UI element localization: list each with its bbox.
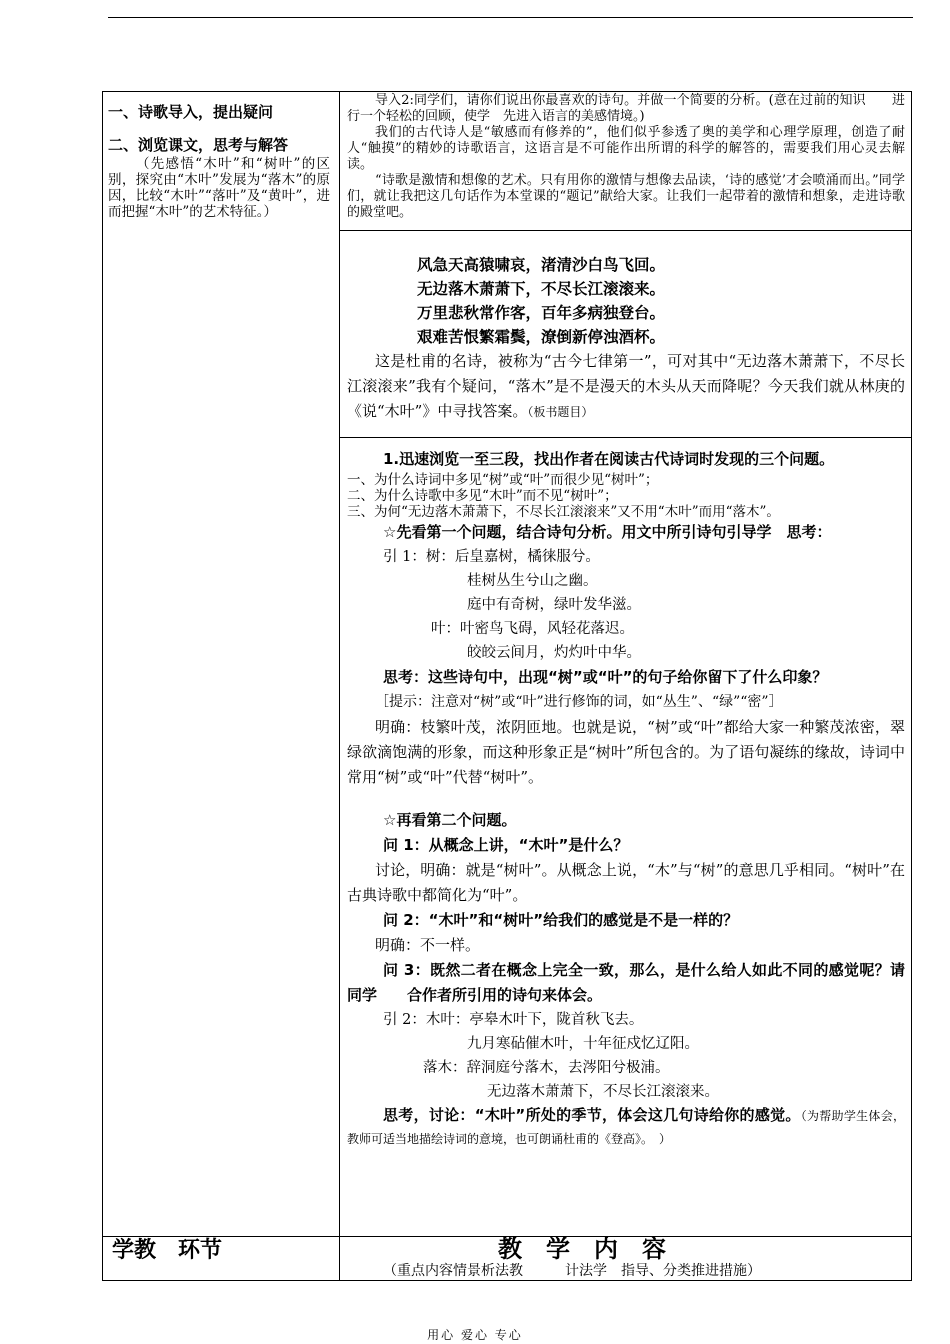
second-think: 思考，讨论：“木叶”所处的季节，体会这几句诗给你的感觉。（为帮助学生体会，教师可适当地描绘诗词的意境，也可朗诵杜甫的《登高》。 ）	[347, 1106, 905, 1146]
top-rule	[108, 17, 913, 18]
question-3: 问 3：既然二者在概念上完全一致，那么，是什么给人如此不同的感觉呢？请同学 合作者所引用的诗句来体会。	[347, 961, 905, 1004]
section-heading-2: 二、浏览课文，思考与解答	[108, 136, 289, 154]
left-column	[108, 104, 330, 220]
task-1-question-1: 一、为什么诗词中多见“树”或“叶”而很少见“树叶”；	[347, 472, 659, 488]
poem-line-4: 艰难苦恨繁霜鬓，潦倒新停浊酒杯。	[417, 328, 666, 346]
citation-line: 庭中有奇树，绿叶发华滋。	[467, 597, 641, 613]
citation-line: 落木：辞洞庭兮落木，去涔阳兮极浦。	[423, 1060, 670, 1076]
intro-paragraph-2: 我们的古代诗人是“敏感而有修养的”，他们似乎参透了奥的美学和心理学原理，创造了耐人“触摸”的精妙的诗歌语言，这语言是不可能作出所谓的科学的解答的，需要我们用心灵去解读。	[347, 125, 905, 172]
section-note: （先感悟“木叶”和“树叶”的区别，探究由“木叶”发展为“落木”的原因，比较“木叶”“落叶”及“黄叶”，进而把握“木叶”的艺术特征。）	[108, 156, 330, 220]
citation-line: 引 1：树：后皇嘉树，橘徕服兮。	[383, 549, 600, 565]
footer-content-title: 教学内容	[498, 1235, 690, 1263]
section-heading-1: 一、诗歌导入，提出疑问	[108, 103, 274, 121]
task-1-title: 1.迅速浏览一至三段，找出作者在阅读古代诗词时发现的三个问题。	[383, 450, 835, 468]
intro-paragraph-1: 导入2:同学们，请你们说出你最喜欢的诗句。并做一个简要的分析。(意在过前的知识 进行一个轻松的回顾，使学 先进入语言的美感情境。)	[347, 93, 905, 124]
first-question-title: ☆先看第一个问题，结合诗句分析。用文中所引诗句引导学 思考：	[383, 523, 832, 541]
citation-line: 皎皎云间月，灼灼叶中华。	[467, 645, 641, 661]
citation-line: 桂树丛生兮山之幽。	[467, 573, 598, 589]
first-answer: 明确：枝繁叶茂，浓阴匝地。也就是说，“树”或“叶”都给大家一种繁茂浓密，翠绿欲滴饱满的形象，而这种形象正是“树叶”所包含的。为了语句凝练的缘故，诗词中常用“树”或“叶”代替“树叶”。	[347, 718, 905, 786]
poem-line-1: 风急天高猿啸哀，渚清沙白鸟飞回。	[417, 256, 666, 274]
answer-2: 明确：不一样。	[375, 936, 481, 954]
footer-stage-label: 学教 环节	[112, 1238, 223, 1263]
first-think: 思考：这些诗句中，出现“树”或“叶”的句子给你留下了什么印象？	[383, 668, 828, 686]
page-footer: 用心 爱心 专心	[427, 1328, 523, 1342]
first-hint: ［提示：注意对“树”或“叶”进行修饰的词，如“丛生”、“绿”“密”］	[375, 694, 783, 710]
citation-line: 九月寒砧催木叶，十年征戍忆辽阳。	[467, 1036, 699, 1052]
question-2: 问 2：“木叶”和“树叶”给我们的感觉是不是一样的？	[383, 911, 739, 929]
citation-line: 引 2：木叶：亭皋木叶下，陇首秋飞去。	[383, 1012, 644, 1028]
task-1-question-2: 二、为什么诗歌中多见“木叶”而不见“树叶”；	[347, 488, 618, 504]
citation-line: 无边落木萧萧下，不尽长江滚滚来。	[487, 1084, 719, 1100]
poem-intro: 这是杜甫的名诗，被称为“古今七律第一”，可对其中“无边落木萧萧下，不尽长江滚滚来”我有个疑问，“落木”是不是漫天的木头从天而降呢？今天我们就从林庚的《说“木叶”》中寻找答案。（板书题目）	[347, 352, 905, 420]
task-1-question-3: 三、为何“无边落木萧萧下，不尽长江滚滚来”又不用“木叶”而用“落木”。	[347, 504, 780, 520]
question-1: 问 1：从概念上讲，“木叶”是什么？	[383, 836, 629, 854]
intro-paragraph-3: “诗歌是激情和想像的艺术。只有用你的激情与想像去品读，‘诗的感觉’才会喷涌而出。”同学们，就让我把这几句话作为本堂课的“题记”献给大家。让我们一起带着的激情和想象，走进诗歌的殿堂吧。	[347, 173, 905, 220]
column-divider	[339, 91, 340, 1281]
poem-line-3: 万里悲秋常作客，百年多病独登台。	[417, 304, 666, 322]
right-column	[347, 93, 905, 1150]
answer-1: 讨论，明确：就是“树叶”。从概念上说，“木”与“树”的意思几乎相同。“树叶”在古典诗歌中都简化为“叶”。	[347, 861, 905, 904]
poem-line-2: 无边落木萧萧下，不尽长江滚滚来。	[417, 280, 666, 298]
citation-line: 叶：叶密鸟飞碍，风轻花落迟。	[431, 621, 634, 637]
second-question-title: ☆再看第二个问题。	[383, 811, 517, 829]
footer-content-subtitle: （重点内容情景析法教 计法学 指导、分类推进措施）	[383, 1263, 761, 1279]
